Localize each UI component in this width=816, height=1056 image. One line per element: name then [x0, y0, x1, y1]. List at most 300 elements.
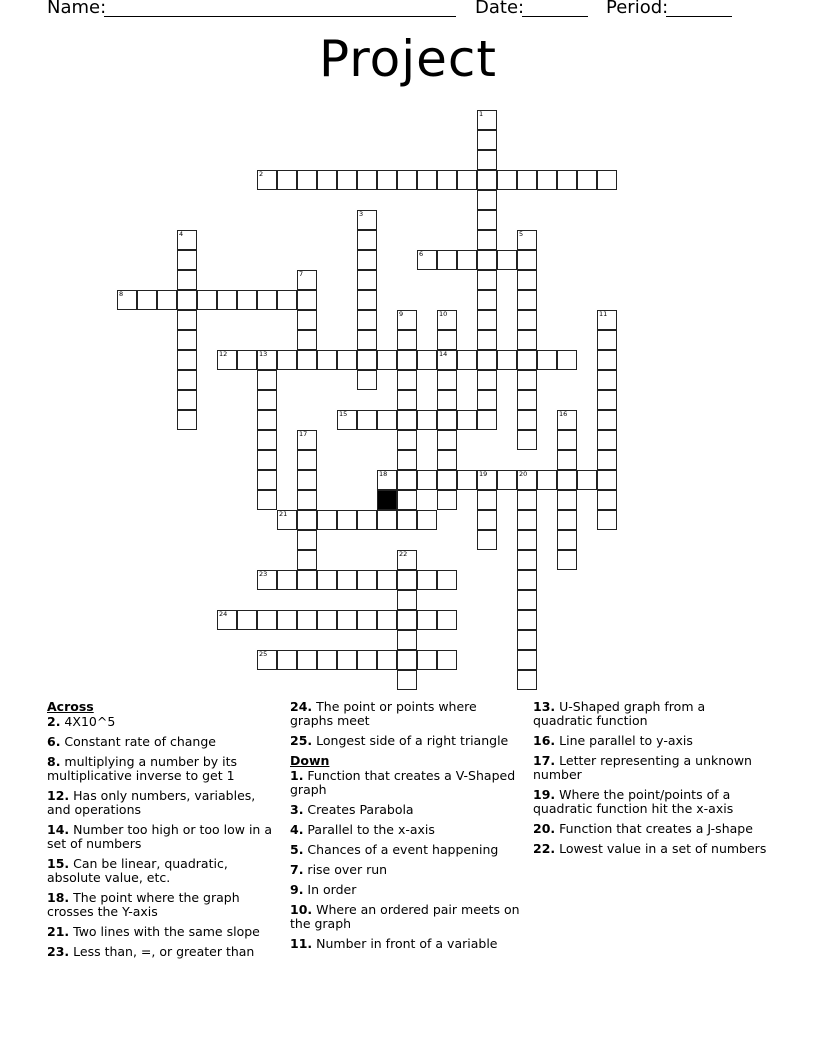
grid-cell[interactable]: [437, 410, 457, 430]
grid-cell[interactable]: [337, 350, 357, 370]
grid-cell[interactable]: [397, 550, 417, 570]
grid-cell[interactable]: [377, 170, 397, 190]
across-heading: Across: [47, 699, 94, 714]
grid-cell[interactable]: [517, 510, 537, 530]
grid-cell[interactable]: [477, 390, 497, 410]
grid-cell[interactable]: [397, 650, 417, 670]
clue-item: [533, 842, 768, 856]
grid-cell[interactable]: [477, 530, 497, 550]
grid-cell[interactable]: [177, 350, 197, 370]
clue-text: Number too high or too low in a set of numbers: [47, 822, 272, 851]
grid-cell[interactable]: [597, 450, 617, 470]
clue-number-label: 3: [359, 210, 364, 218]
grid-cell[interactable]: [597, 390, 617, 410]
clue-text: Has only numbers, variables, and operations: [47, 788, 256, 817]
clue-item: [533, 734, 768, 748]
clue-item: [47, 823, 275, 851]
date-label: Date:: [475, 0, 525, 18]
grid-cell[interactable]: [357, 270, 377, 290]
grid-cell[interactable]: [317, 570, 337, 590]
grid-cell[interactable]: [317, 350, 337, 370]
clue-number-label: 2: [259, 170, 264, 178]
grid-cell[interactable]: [537, 350, 557, 370]
grid-cell[interactable]: [237, 290, 257, 310]
grid-cell[interactable]: [477, 410, 497, 430]
clue-text: rise over run: [303, 862, 388, 877]
grid-cell[interactable]: [397, 350, 417, 370]
grid-cell[interactable]: [297, 450, 317, 470]
grid-cell[interactable]: [557, 170, 577, 190]
grid-cell[interactable]: [297, 570, 317, 590]
grid-cell[interactable]: [477, 270, 497, 290]
grid-cell[interactable]: [517, 330, 537, 350]
grid-cell[interactable]: [377, 650, 397, 670]
grid-cell[interactable]: [457, 410, 477, 430]
grid-cell[interactable]: [337, 170, 357, 190]
grid-cell[interactable]: [437, 490, 457, 510]
grid-cell[interactable]: [397, 450, 417, 470]
grid-cell[interactable]: [377, 350, 397, 370]
worksheet-header: [0, 0, 816, 24]
grid-cell[interactable]: [517, 470, 537, 490]
clue-text: Two lines with the same slope: [69, 924, 260, 939]
grid-cell[interactable]: [257, 290, 277, 310]
clue-item: [47, 789, 275, 817]
clue-number: 25.: [290, 733, 313, 748]
grid-cell[interactable]: [157, 290, 177, 310]
grid-cell[interactable]: [257, 350, 277, 370]
grid-cell[interactable]: [557, 490, 577, 510]
grid-cell[interactable]: [397, 370, 417, 390]
grid-cell[interactable]: [457, 250, 477, 270]
grid-cell[interactable]: [357, 230, 377, 250]
clue-number-label: 14: [439, 350, 448, 358]
clue-number: 9.: [290, 882, 304, 897]
grid-cell[interactable]: [517, 310, 537, 330]
grid-cell[interactable]: [597, 510, 617, 530]
grid-cell[interactable]: [517, 350, 537, 370]
grid-cell[interactable]: [357, 250, 377, 270]
clue-text: U-Shaped graph from a quadratic function: [533, 699, 706, 728]
clue-number: 3.: [290, 802, 304, 817]
grid-cell[interactable]: [257, 650, 277, 670]
grid-cell[interactable]: [557, 410, 577, 430]
clue-text: Function that creates a V-Shaped graph: [290, 768, 516, 797]
clue-number: 8.: [47, 754, 61, 769]
grid-cell[interactable]: [177, 330, 197, 350]
grid-cell[interactable]: [317, 510, 337, 530]
grid-cell[interactable]: [437, 370, 457, 390]
grid-cell[interactable]: [417, 250, 437, 270]
clue-number: 11.: [290, 936, 313, 951]
grid-cell[interactable]: [477, 290, 497, 310]
grid-cell[interactable]: [177, 370, 197, 390]
grid-cell[interactable]: [477, 350, 497, 370]
grid-cell[interactable]: [357, 610, 377, 630]
grid-cell[interactable]: [517, 290, 537, 310]
grid-cell[interactable]: [537, 470, 557, 490]
grid-cell[interactable]: [337, 570, 357, 590]
clue-text: Where the point/points of a quadratic function hit the x-axis: [533, 787, 734, 816]
grid-cell[interactable]: [317, 610, 337, 630]
grid-cell[interactable]: [317, 650, 337, 670]
grid-cell[interactable]: [437, 570, 457, 590]
grid-cell[interactable]: [297, 550, 317, 570]
clue-text: 4X10^5: [60, 714, 116, 729]
clue-number-label: 16: [559, 410, 568, 418]
grid-cell[interactable]: [477, 370, 497, 390]
clue-item: [290, 843, 522, 857]
grid-cell[interactable]: [217, 610, 237, 630]
clue-item: [47, 755, 275, 783]
grid-cell[interactable]: [397, 390, 417, 410]
grid-cell[interactable]: [377, 470, 397, 490]
grid-cell[interactable]: [517, 610, 537, 630]
grid-cell[interactable]: [477, 210, 497, 230]
grid-cell[interactable]: [577, 470, 597, 490]
grid-cell[interactable]: [117, 290, 137, 310]
grid-cell[interactable]: [217, 290, 237, 310]
grid-cell[interactable]: [257, 450, 277, 470]
clue-item: [47, 735, 275, 749]
grid-cell[interactable]: [597, 430, 617, 450]
grid-cell[interactable]: [557, 470, 577, 490]
grid-cell[interactable]: [177, 390, 197, 410]
grid-cell[interactable]: [337, 510, 357, 530]
clue-column-3: [533, 700, 768, 862]
clue-number: 20.: [533, 821, 556, 836]
grid-cell[interactable]: [237, 610, 257, 630]
grid-cell[interactable]: [517, 250, 537, 270]
grid-cell[interactable]: [517, 170, 537, 190]
down-clue-list: [290, 769, 522, 951]
grid-cell[interactable]: [257, 610, 277, 630]
down-clue-list-continued: [533, 700, 768, 856]
clue-item: [47, 891, 275, 919]
grid-cell[interactable]: [437, 650, 457, 670]
grid-cell[interactable]: [297, 490, 317, 510]
grid-cell[interactable]: [417, 510, 437, 530]
grid-cell[interactable]: [257, 170, 277, 190]
grid-cell[interactable]: [397, 590, 417, 610]
grid-cell[interactable]: [597, 310, 617, 330]
grid-cell[interactable]: [177, 410, 197, 430]
grid-cell[interactable]: [517, 490, 537, 510]
grid-cell[interactable]: [517, 590, 537, 610]
grid-cell[interactable]: [517, 390, 537, 410]
clue-number-label: 15: [339, 410, 348, 418]
clue-number: 17.: [533, 753, 556, 768]
grid-cell[interactable]: [337, 410, 357, 430]
grid-cell[interactable]: [557, 430, 577, 450]
grid-cell[interactable]: [557, 550, 577, 570]
grid-cell[interactable]: [517, 570, 537, 590]
clue-number-label: 8: [119, 290, 124, 298]
clue-number-label: 22: [399, 550, 408, 558]
grid-cell[interactable]: [417, 610, 437, 630]
grid-cell[interactable]: [557, 530, 577, 550]
grid-cell[interactable]: [477, 190, 497, 210]
grid-cell[interactable]: [437, 430, 457, 450]
across-clue-list: [47, 715, 275, 959]
clue-column-1: [47, 700, 275, 965]
grid-cell[interactable]: [357, 410, 377, 430]
grid-cell[interactable]: [357, 350, 377, 370]
clue-text: Longest side of a right triangle: [312, 733, 509, 748]
period-field[interactable]: [666, 16, 732, 17]
grid-cell[interactable]: [397, 430, 417, 450]
grid-cell[interactable]: [437, 610, 457, 630]
clue-item: [290, 769, 522, 797]
grid-cell[interactable]: [597, 170, 617, 190]
grid-cell[interactable]: [517, 410, 537, 430]
clue-number-label: 7: [299, 270, 304, 278]
clue-text: Less than, =, or greater than: [69, 944, 255, 959]
grid-cell[interactable]: [337, 610, 357, 630]
grid-cell[interactable]: [357, 330, 377, 350]
clue-number: 18.: [47, 890, 70, 905]
grid-cell[interactable]: [497, 470, 517, 490]
clue-number-label: 13: [259, 350, 268, 358]
grid-cell[interactable]: [537, 170, 557, 190]
grid-cell[interactable]: [477, 490, 497, 510]
grid-cell[interactable]: [357, 570, 377, 590]
grid-cell[interactable]: [397, 630, 417, 650]
grid-cell[interactable]: [497, 250, 517, 270]
grid-cell[interactable]: [397, 410, 417, 430]
grid-cell[interactable]: [417, 170, 437, 190]
clue-text: multiplying a number by its multiplicative inverse to get 1: [47, 754, 238, 783]
clue-number-label: 6: [419, 250, 424, 258]
grid-cell[interactable]: [477, 130, 497, 150]
grid-cell[interactable]: [437, 470, 457, 490]
grid-cell[interactable]: [137, 290, 157, 310]
clue-text: In order: [303, 882, 357, 897]
grid-cell[interactable]: [297, 650, 317, 670]
grid-cell[interactable]: [257, 430, 277, 450]
grid-cell[interactable]: [557, 350, 577, 370]
grid-cell[interactable]: [417, 650, 437, 670]
clue-item: [533, 822, 768, 836]
grid-cell[interactable]: [517, 370, 537, 390]
grid-cell[interactable]: [297, 310, 317, 330]
grid-cell[interactable]: [477, 470, 497, 490]
grid-cell[interactable]: [277, 170, 297, 190]
grid-cell[interactable]: [477, 250, 497, 270]
grid-cell[interactable]: [217, 350, 237, 370]
clue-number-label: 21: [279, 510, 288, 518]
clue-item: [290, 863, 522, 877]
grid-cell[interactable]: [397, 610, 417, 630]
grid-cell[interactable]: [437, 250, 457, 270]
clue-text: Creates Parabola: [303, 802, 414, 817]
grid-cell[interactable]: [277, 570, 297, 590]
clue-text: The point where the graph crosses the Y-axis: [47, 890, 240, 919]
across-clue-list-continued: [290, 700, 522, 748]
grid-cell[interactable]: [457, 350, 477, 370]
clue-number: 10.: [290, 902, 313, 917]
clue-number: 6.: [47, 734, 61, 749]
grid-cell[interactable]: [477, 330, 497, 350]
grid-cell[interactable]: [417, 570, 437, 590]
grid-cell[interactable]: [177, 230, 197, 250]
grid-cell[interactable]: [257, 410, 277, 430]
grid-cell[interactable]: [357, 310, 377, 330]
clue-text: Constant rate of change: [60, 734, 216, 749]
clue-item: [290, 937, 522, 951]
grid-cell[interactable]: [357, 370, 377, 390]
grid-cell[interactable]: [517, 650, 537, 670]
grid-cell[interactable]: [317, 170, 337, 190]
grid-cell[interactable]: [457, 170, 477, 190]
grid-cell[interactable]: [477, 230, 497, 250]
grid-cell[interactable]: [397, 490, 417, 510]
grid-cell[interactable]: [517, 270, 537, 290]
clue-text: Function that creates a J-shape: [555, 821, 753, 836]
grid-cell[interactable]: [477, 510, 497, 530]
grid-cell[interactable]: [277, 510, 297, 530]
clue-number: 14.: [47, 822, 70, 837]
grid-cell[interactable]: [597, 410, 617, 430]
grid-cell[interactable]: [297, 510, 317, 530]
clue-number: 7.: [290, 862, 304, 877]
clue-item: [47, 857, 275, 885]
grid-cell[interactable]: [397, 470, 417, 490]
grid-cell[interactable]: [597, 370, 617, 390]
grid-cell[interactable]: [297, 330, 317, 350]
clue-number: 12.: [47, 788, 70, 803]
grid-cell[interactable]: [177, 270, 197, 290]
clue-text: The point or points where graphs meet: [290, 699, 477, 728]
grid-cell[interactable]: [477, 310, 497, 330]
grid-cell[interactable]: [457, 470, 477, 490]
grid-cell[interactable]: [357, 210, 377, 230]
grid-cell[interactable]: [397, 170, 417, 190]
grid-cell[interactable]: [417, 410, 437, 430]
grid-cell[interactable]: [357, 510, 377, 530]
grid-cell[interactable]: [397, 570, 417, 590]
grid-cell[interactable]: [557, 450, 577, 470]
grid-cell[interactable]: [397, 330, 417, 350]
grid-cell[interactable]: [177, 310, 197, 330]
clue-number: 23.: [47, 944, 70, 959]
black-cell: [377, 490, 397, 510]
grid-cell[interactable]: [597, 470, 617, 490]
clue-text: Letter representing a unknown number: [533, 753, 752, 782]
grid-cell[interactable]: [437, 390, 457, 410]
grid-cell[interactable]: [437, 330, 457, 350]
clue-text: Can be linear, quadratic, absolute value, etc.: [47, 856, 228, 885]
grid-cell[interactable]: [597, 490, 617, 510]
grid-cell[interactable]: [297, 290, 317, 310]
grid-cell[interactable]: [437, 310, 457, 330]
grid-cell[interactable]: [437, 170, 457, 190]
clue-number-label: 4: [179, 230, 184, 238]
clue-number-label: 1: [479, 110, 484, 118]
grid-cell[interactable]: [297, 270, 317, 290]
grid-cell[interactable]: [517, 530, 537, 550]
grid-cell[interactable]: [437, 450, 457, 470]
page-title: Project: [318, 30, 498, 88]
grid-cell[interactable]: [437, 350, 457, 370]
clue-item: [533, 788, 768, 816]
grid-cell[interactable]: [417, 350, 437, 370]
grid-cell[interactable]: [197, 290, 217, 310]
grid-cell[interactable]: [297, 430, 317, 450]
grid-cell[interactable]: [497, 350, 517, 370]
grid-cell[interactable]: [277, 610, 297, 630]
grid-cell[interactable]: [357, 650, 377, 670]
grid-cell[interactable]: [357, 170, 377, 190]
grid-cell[interactable]: [257, 370, 277, 390]
grid-cell[interactable]: [297, 350, 317, 370]
grid-cell[interactable]: [557, 510, 577, 530]
grid-cell[interactable]: [377, 570, 397, 590]
clue-item: [47, 715, 275, 729]
grid-cell[interactable]: [497, 170, 517, 190]
grid-cell[interactable]: [397, 510, 417, 530]
clue-number-label: 10: [439, 310, 448, 318]
clue-number: 19.: [533, 787, 556, 802]
clue-text: Line parallel to y-axis: [555, 733, 693, 748]
grid-cell[interactable]: [397, 670, 417, 690]
grid-cell[interactable]: [517, 430, 537, 450]
grid-cell[interactable]: [517, 630, 537, 650]
clue-text: Number in front of a variable: [312, 936, 498, 951]
grid-cell[interactable]: [477, 110, 497, 130]
clue-number-label: 9: [399, 310, 404, 318]
grid-cell[interactable]: [597, 330, 617, 350]
name-label: Name:: [47, 0, 107, 18]
grid-cell[interactable]: [257, 470, 277, 490]
clue-number: 5.: [290, 842, 304, 857]
grid-cell[interactable]: [297, 530, 317, 550]
grid-cell[interactable]: [577, 170, 597, 190]
name-field[interactable]: [104, 16, 456, 17]
grid-cell[interactable]: [357, 290, 377, 310]
grid-cell[interactable]: [517, 670, 537, 690]
grid-cell[interactable]: [517, 230, 537, 250]
grid-cell[interactable]: [597, 350, 617, 370]
clue-item: [290, 700, 522, 728]
grid-cell[interactable]: [237, 350, 257, 370]
grid-cell[interactable]: [177, 250, 197, 270]
grid-cell[interactable]: [477, 150, 497, 170]
grid-cell[interactable]: [297, 610, 317, 630]
grid-cell[interactable]: [297, 170, 317, 190]
grid-cell[interactable]: [277, 650, 297, 670]
grid-cell[interactable]: [297, 470, 317, 490]
grid-cell[interactable]: [517, 550, 537, 570]
grid-cell[interactable]: [257, 490, 277, 510]
grid-cell[interactable]: [177, 290, 197, 310]
grid-cell[interactable]: [257, 390, 277, 410]
grid-cell[interactable]: [257, 570, 277, 590]
grid-cell[interactable]: [277, 350, 297, 370]
grid-cell[interactable]: [337, 650, 357, 670]
grid-cell[interactable]: [377, 610, 397, 630]
clue-number: 13.: [533, 699, 556, 714]
clue-number-label: 25: [259, 650, 268, 658]
grid-cell[interactable]: [417, 470, 437, 490]
grid-cell[interactable]: [477, 170, 497, 190]
grid-cell[interactable]: [377, 410, 397, 430]
grid-cell[interactable]: [397, 310, 417, 330]
date-field[interactable]: [522, 16, 588, 17]
grid-cell[interactable]: [377, 510, 397, 530]
grid-cell[interactable]: [277, 290, 297, 310]
clue-number-label: 5: [519, 230, 524, 238]
